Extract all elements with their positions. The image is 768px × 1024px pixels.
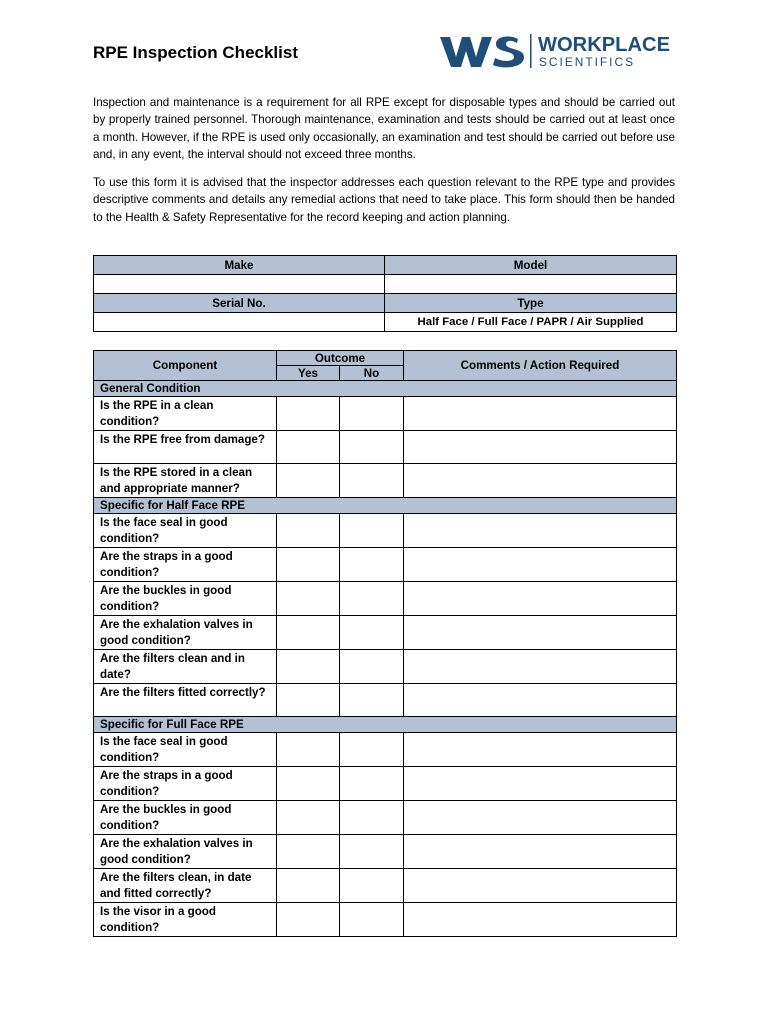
comments-cell[interactable] (404, 650, 677, 684)
type-label: Type (385, 294, 677, 313)
yes-cell[interactable] (277, 801, 340, 835)
yes-cell[interactable] (277, 464, 340, 498)
section-full-face: Specific for Full Face RPE (94, 717, 677, 733)
company-logo (438, 31, 674, 71)
yes-cell[interactable] (277, 650, 340, 684)
no-cell[interactable] (340, 548, 404, 582)
question: Are the buckles in good condition? (94, 582, 277, 616)
yes-cell[interactable] (277, 616, 340, 650)
question: Is the RPE stored in a clean and appropriate manner? (94, 464, 277, 498)
question: Is the RPE free from damage? (94, 431, 277, 464)
table-row (94, 733, 677, 767)
comments-cell[interactable] (404, 869, 677, 903)
table-row (94, 397, 677, 431)
comments-header: Comments / Action Required (404, 351, 677, 381)
table-row (94, 801, 677, 835)
yes-cell[interactable] (277, 431, 340, 464)
comments-cell[interactable] (404, 464, 677, 498)
no-cell[interactable] (340, 903, 404, 937)
comments-cell[interactable] (404, 767, 677, 801)
no-cell[interactable] (340, 431, 404, 464)
question: Are the straps in a good condition? (94, 548, 277, 582)
no-cell[interactable] (340, 514, 404, 548)
table-row (94, 514, 677, 548)
yes-cell[interactable] (277, 835, 340, 869)
table-row (94, 903, 677, 937)
comments-cell[interactable] (404, 733, 677, 767)
yes-header: Yes (277, 366, 340, 381)
yes-cell[interactable] (277, 548, 340, 582)
table-row (94, 464, 677, 498)
table-row (94, 869, 677, 903)
question: Are the filters clean and in date? (94, 650, 277, 684)
rpe-details-table (93, 255, 677, 332)
model-field[interactable] (385, 275, 677, 294)
question: Is the face seal in good condition? (94, 733, 277, 767)
type-options[interactable]: Half Face / Full Face / PAPR / Air Supplied (385, 313, 677, 332)
table-row (94, 835, 677, 869)
section-half-face: Specific for Half Face RPE (94, 498, 677, 514)
table-row (94, 684, 677, 717)
table-row (94, 582, 677, 616)
no-cell[interactable] (340, 733, 404, 767)
yes-cell[interactable] (277, 514, 340, 548)
question: Are the filters fitted correctly? (94, 684, 277, 717)
logo-name-line2: SCIENTIFICS (539, 55, 635, 69)
intro-paragraph-2: To use this form it is advised that the inspector addresses each question relevant to the RPE type and provides descriptive comments and details any remedial actions that need to take place. This form should then be handed to the Health & Safety Representative for the record keeping and action planning. (93, 176, 675, 224)
yes-cell[interactable] (277, 582, 340, 616)
yes-cell[interactable] (277, 397, 340, 431)
question: Are the exhalation valves in good condition? (94, 835, 277, 869)
section-general-condition: General Condition (94, 381, 677, 397)
table-row (94, 548, 677, 582)
no-cell[interactable] (340, 616, 404, 650)
no-cell[interactable] (340, 835, 404, 869)
comments-cell[interactable] (404, 835, 677, 869)
table-row (94, 767, 677, 801)
no-cell[interactable] (340, 869, 404, 903)
no-cell[interactable] (340, 801, 404, 835)
yes-cell[interactable] (277, 684, 340, 717)
page-title: RPE Inspection Checklist (93, 43, 298, 62)
no-cell[interactable] (340, 684, 404, 717)
no-cell[interactable] (340, 397, 404, 431)
comments-cell[interactable] (404, 397, 677, 431)
yes-cell[interactable] (277, 903, 340, 937)
comments-cell[interactable] (404, 903, 677, 937)
comments-cell[interactable] (404, 684, 677, 717)
comments-cell[interactable] (404, 582, 677, 616)
inspection-checklist-table (93, 350, 677, 937)
make-label: Make (94, 256, 385, 275)
comments-cell[interactable] (404, 616, 677, 650)
make-field[interactable] (94, 275, 385, 294)
comments-cell[interactable] (404, 431, 677, 464)
serial-field[interactable] (94, 313, 385, 332)
intro-paragraph-1: Inspection and maintenance is a requirement for all RPE except for disposable types and should be carried out by properly trained personnel. Thorough maintenance, examination and tests should be carried out at least once a month. However, if the RPE is used only occasionally, an examination and test should be carried out before use and, in any event, the interval should not exceed three months. (93, 96, 675, 162)
yes-cell[interactable] (277, 767, 340, 801)
comments-cell[interactable] (404, 801, 677, 835)
serial-label: Serial No. (94, 294, 385, 313)
comments-cell[interactable] (404, 514, 677, 548)
comments-cell[interactable] (404, 548, 677, 582)
yes-cell[interactable] (277, 733, 340, 767)
table-row (94, 431, 677, 464)
yes-cell[interactable] (277, 869, 340, 903)
table-row (94, 616, 677, 650)
no-cell[interactable] (340, 464, 404, 498)
outcome-header: Outcome (277, 351, 404, 366)
logo-name-line1: WORKPLACE (538, 34, 670, 56)
ws-logo-mark (440, 36, 524, 67)
table-row (94, 650, 677, 684)
question: Are the buckles in good condition? (94, 801, 277, 835)
model-label: Model (385, 256, 677, 275)
no-header: No (340, 366, 404, 381)
component-header: Component (94, 351, 277, 381)
question: Are the straps in a good condition? (94, 767, 277, 801)
question: Are the exhalation valves in good condition? (94, 616, 277, 650)
question: Is the RPE in a clean condition? (94, 397, 277, 431)
question: Is the face seal in good condition? (94, 514, 277, 548)
no-cell[interactable] (340, 650, 404, 684)
no-cell[interactable] (340, 767, 404, 801)
no-cell[interactable] (340, 582, 404, 616)
question: Are the filters clean, in date and fitted correctly? (94, 869, 277, 903)
question: Is the visor in a good condition? (94, 903, 277, 937)
